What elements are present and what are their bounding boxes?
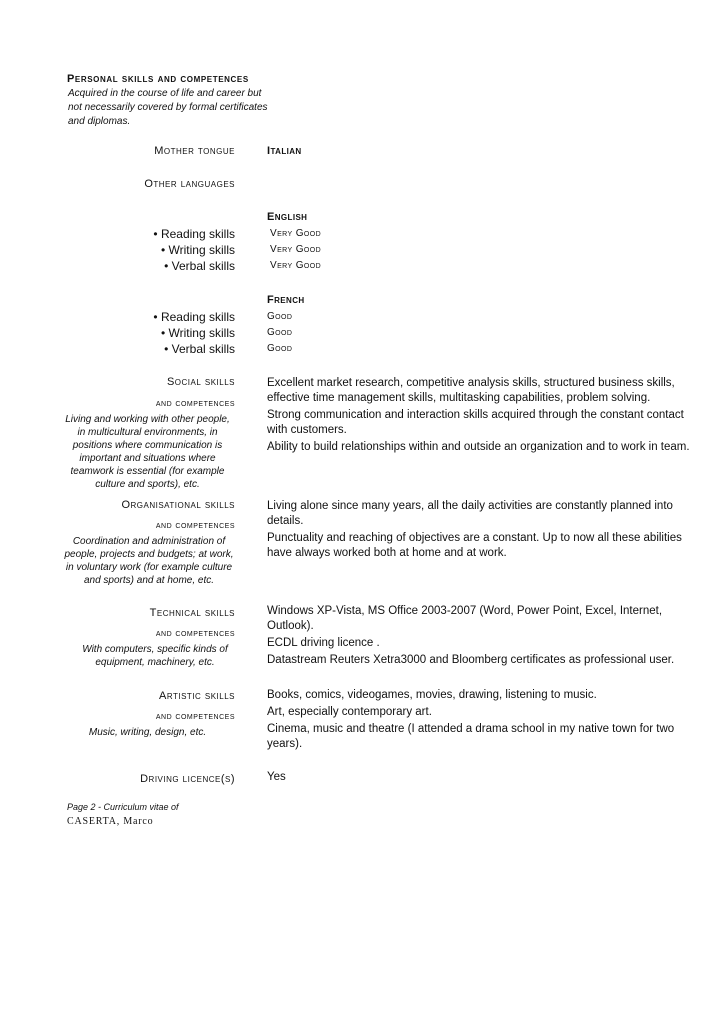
english-writing-label: • Writing skills [161,243,235,257]
french-reading-label: • Reading skills [153,310,235,324]
technical-line: ECDL driving licence . [267,637,380,649]
organisational-skills-text [267,499,692,563]
organisational-skills-note: Coordination and administration of people, projects and budgets; at work, in voluntary work (for example culture and sports) and at home, etc. [64,536,234,586]
artistic-skills-label: Artistic skills [159,690,235,702]
artistic-line: Cinema, music and theatre (I attended a drama school in my native town for two years). [267,723,675,750]
section-description: Acquired in the course of life and career but not necessarily covered by formal certificates and diplomas. [68,88,268,127]
organisational-skills-label: Organisational skills [121,499,235,511]
mother-tongue-value: Italian [267,145,302,157]
section-title: Personal skills and competences [67,73,249,85]
french-verbal-label: • Verbal skills [164,342,235,356]
technical-skills-text [267,604,692,670]
social-skills-label: Social skills [166,376,235,388]
mother-tongue-label: Mother tongue [154,145,235,157]
technical-skills-label: Technical skills [149,607,235,619]
artistic-line: Art, especially contemporary art. [267,706,432,718]
french-verbal-level: Good [267,343,293,354]
french-reading-level: Good [267,311,293,322]
social-skills-note: Living and working with other people, in multicultural environments, in positions where communication is important and situations where teamwork is essential (for example culture and sports), etc. [65,414,230,490]
social-competences-label: and competences [155,398,235,409]
technical-line: Windows XP-Vista, MS Office 2003-2007 (Word, Power Point, Excel, Internet, Outlook). [267,605,663,632]
artistic-competences-label: and competences [155,711,235,722]
artistic-skills-text [267,688,692,754]
social-line: Ability to build relationships within and outside an organization and to work in team. [267,441,690,453]
english-reading-level: Very Good [270,228,322,239]
english-verbal-label: • Verbal skills [164,259,235,273]
english-writing-level: Very Good [270,244,322,255]
social-line: Strong communication and interaction skills acquired through the constant contact with customers. [267,409,684,436]
footer-page-label: Page 2 - Curriculum vitae of [67,802,179,812]
organisational-line: Punctuality and reaching of objectives are a constant. Up to now all these abilities have always worked both at home and at work. [267,532,682,559]
technical-skills-note: With computers, specific kinds of equipment, machinery, etc. [82,644,228,668]
language-name-french: French [267,294,305,306]
organisational-competences-label: and competences [155,520,235,531]
artistic-skills-note: Music, writing, design, etc. [88,727,207,738]
artistic-line: Books, comics, videogames, movies, drawing, listening to music. [267,689,597,701]
other-languages-label: Other languages [144,178,235,190]
organisational-line: Living alone since many years, all the daily activities are constantly planned into details. [267,500,673,527]
technical-competences-label: and competences [155,628,235,639]
english-reading-label: • Reading skills [153,227,235,241]
french-writing-level: Good [267,327,293,338]
social-line: Excellent market research, competitive analysis skills, structured business skills, effective time management skills, multitasking capabilities, problem solving. [267,377,675,404]
driving-licence-value: Yes [267,771,286,783]
footer-name: CASERTA, Marco [67,816,154,827]
driving-licence-label: Driving licence(s) [140,773,235,785]
social-skills-text [267,376,692,457]
english-verbal-level: Very Good [270,260,322,271]
language-name-english: English [267,211,308,223]
technical-line: Datastream Reuters Xetra3000 and Bloomberg certificates as professional user. [267,654,675,666]
french-writing-label: • Writing skills [161,326,235,340]
